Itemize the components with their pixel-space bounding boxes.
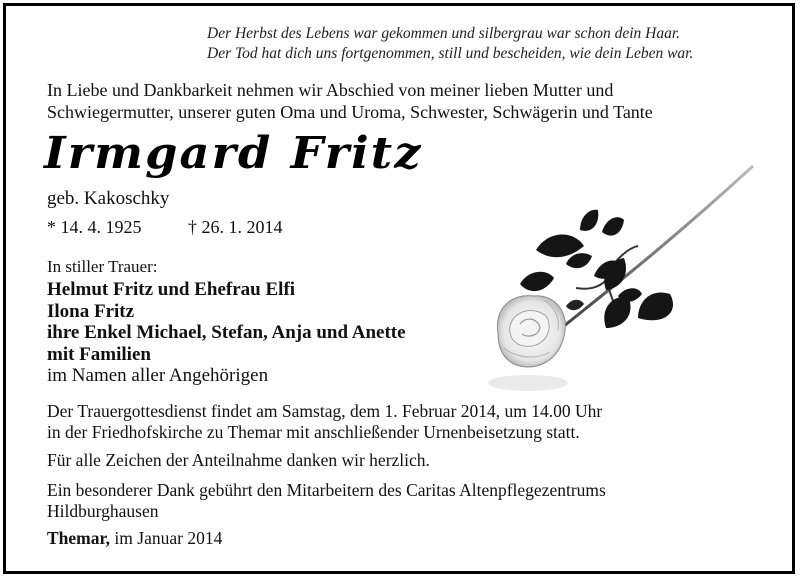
birth-name: geb. Kakoschky [47,188,170,209]
special-thanks-line: Hildburghausen [47,501,159,521]
thanks-text: Für alle Zeichen der Anteilnahme danken wir herzlich. [47,450,430,470]
mourners-list [47,279,406,387]
place-date-text: im Januar 2014 [110,528,223,548]
poem-line: Der Herbst des Lebens war gekommen und silbergrau war schon dein Haar. [207,25,681,42]
mourning-label: In stiller Trauer: [47,257,158,276]
relatives-line: im Namen aller Angehörigen [47,365,269,386]
mourner: Helmut Fritz und Ehefrau Elfi [47,279,296,300]
death-date: † 26. 1. 2014 [188,217,283,237]
deceased-name: Irmgard Fritz [44,128,423,179]
mourner: Ilona Fritz [47,300,135,322]
special-thanks [47,480,606,522]
rose-icon [488,158,763,398]
life-dates [47,217,283,238]
intro-line: In Liebe und Dankbarkeit nehmen wir Abschied von meiner lieben Mutter und [47,80,614,100]
service-line: in der Friedhofskirche zu Themar mit anschließender Urnenbeisetzung statt. [47,422,580,442]
mourner: mit Familien [47,343,151,365]
service-line: Der Trauergottesdienst findet am Samstag, dem 1. Februar 2014, um 14.00 Uhr [47,401,603,421]
intro-text [47,79,653,123]
place-city: Themar, [47,528,111,548]
intro-line: Schwiegermutter, unserer guten Oma und Uroma, Schwester, Schwägerin und Tante [47,102,653,122]
birth-date: * 14. 4. 1925 [47,217,142,237]
service-info [47,401,602,443]
poem-line: Der Tod hat dich uns fortgenommen, still und bescheiden, wie dein Leben war. [207,45,694,62]
special-thanks-line: Ein besonderer Dank gebührt den Mitarbeitern des Caritas Altenpflegezentrums [47,480,606,500]
poem [207,24,693,64]
place-date [47,528,222,549]
mourner: ihre Enkel Michael, Stefan, Anja und Anette [47,322,406,343]
